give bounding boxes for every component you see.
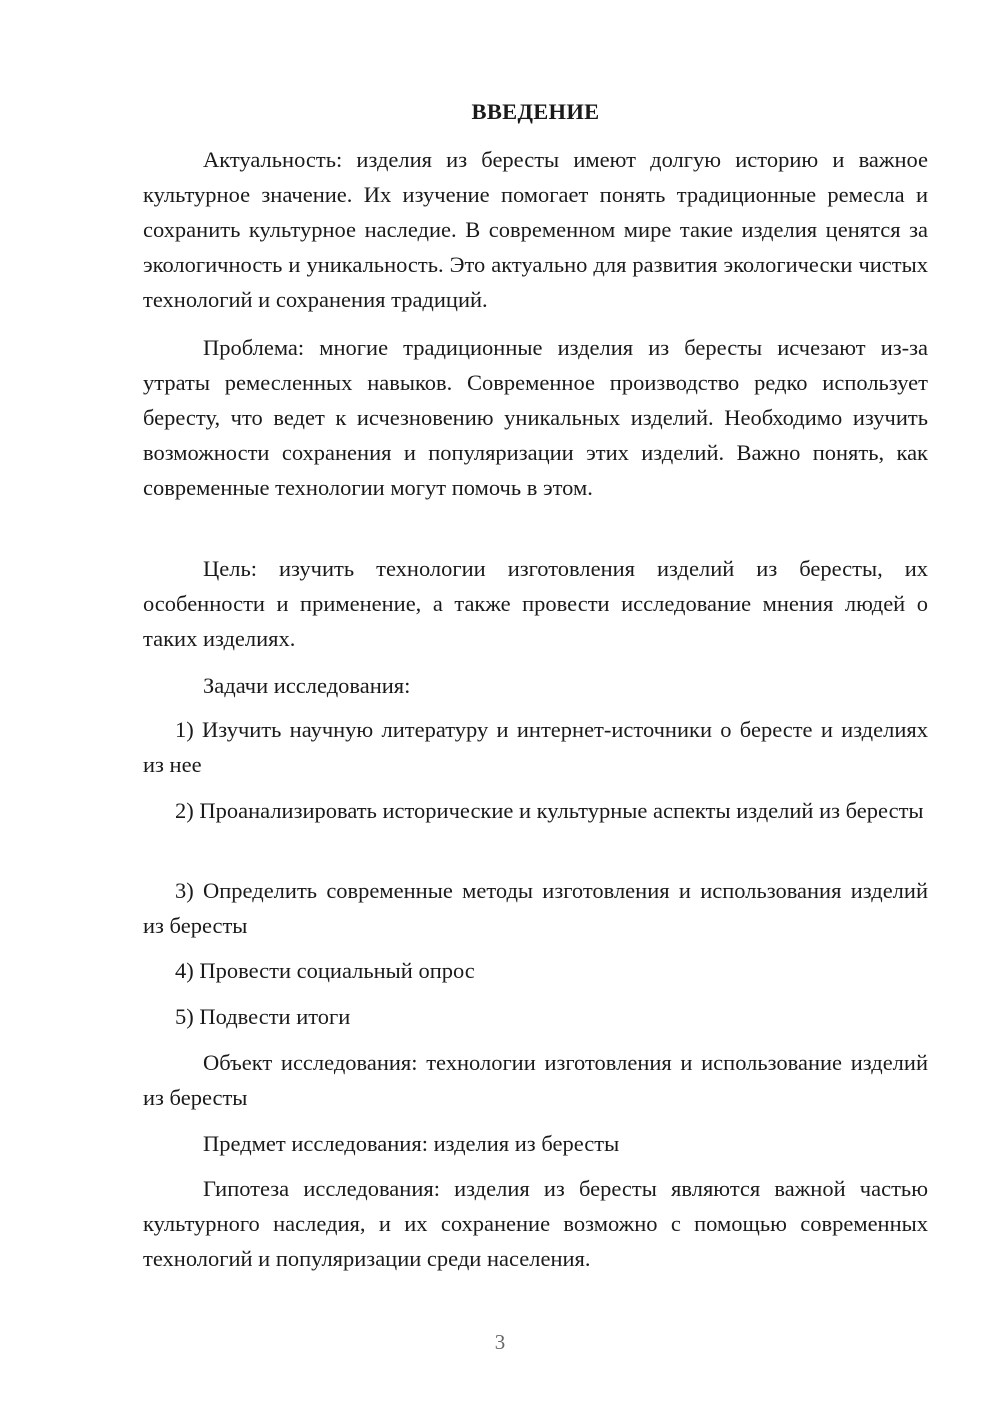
- page-number: 3: [494, 1330, 506, 1354]
- task-item: 4) Провести социальный опрос: [175, 958, 475, 983]
- subject-paragraph: Предмет исследования: изделия из бересты: [203, 1131, 620, 1156]
- task-item: 3) Определить современные методы изготовления и использования изделий из бересты: [143, 878, 928, 938]
- problem-paragraph: Проблема: многие традиционные изделия из бересты исчезают из-за утраты ремесленных навыков. Современное производство редко использует бересту, что ведет к исчезновению уникальных изделий. Необходимо изучить возможности сохранения и популяризации этих изделий. Важно понять, как современные технологии могут помочь в этом.: [143, 335, 928, 500]
- task-item: 5) Подвести итоги: [175, 1004, 351, 1029]
- hypothesis-paragraph: Гипотеза исследования: изделия из бересты являются важной частью культурного наследия, и их сохранение возможно с помощью современных технологий и популяризации среди населения.: [143, 1176, 928, 1271]
- object-paragraph: Объект исследования: технологии изготовления и использование изделий из бересты: [143, 1050, 928, 1110]
- task-item: 1) Изучить научную литературу и интернет-источники о бересте и изделиях из нее: [143, 717, 928, 777]
- task-item: 2) Проанализировать исторические и культурные аспекты изделий из бересты: [175, 798, 924, 823]
- tasks-heading: Задачи исследования:: [203, 673, 411, 698]
- section-title: ВВЕДЕНИЕ: [471, 99, 600, 124]
- goal-paragraph: Цель: изучить технологии изготовления изделий из бересты, их особенности и применение, а также провести исследование мнения людей о таких изделиях.: [143, 556, 928, 651]
- relevance-paragraph: Актуальность: изделия из бересты имеют долгую историю и важное культурное значение. Их изучение помогает понять традиционные ремесла и сохранить культурное наследие. В современном мире такие изделия ценятся за экологичность и уникальность. Это актуально для развития экологически чистых технологий и сохранения традиций.: [143, 147, 928, 312]
